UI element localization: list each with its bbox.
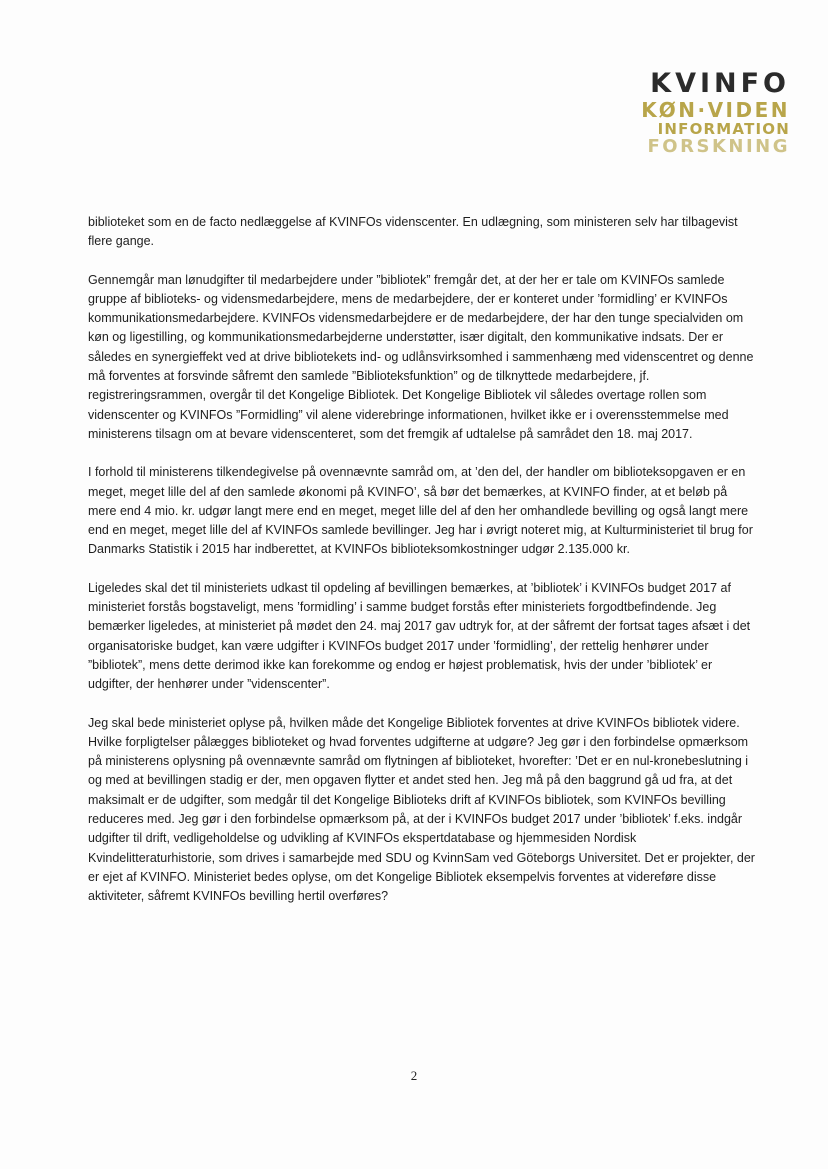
letter-body	[88, 213, 758, 926]
logo-line-information: INFORMATION	[657, 120, 790, 138]
paragraph-3: I forhold til ministerens tilkendegivelse på ovennævnte samråd om, at ’den del, der handler om biblioteksopgaven er en meget, meget lille del af den samlede økonomi på KVINFO’, så bør det bemærkes, at KVINFO finder, at et beløb på mere end 4 mio. kr. udgør langt mere end en meget, meget lille del af den her omhandlede bevilling og også langt mere end en meget, meget lille del af KVINFOs samlede bevillinger. Jeg har i øvrigt noteret mig, at Kulturministeriet til brug for Danmarks Statistik i 2015 har indberettet, at KVINFOs biblioteksomkostninger udgør 2.135.000 kr.	[88, 465, 753, 557]
logo-line-koen-viden: KØN·VIDEN	[641, 98, 790, 122]
paragraph-5: Jeg skal bede ministeriet oplyse på, hvilken måde det Kongelige Bibliotek forventes at drive KVINFOs bibliotek videre. Hvilke forpligtelser pålægges biblioteket og hvad forventes udgifterne at udgøre? Jeg gør i den forbindelse opmærksom på ministerens oplysning på ovennævnte samråd om flytningen af biblioteket, hvorefter: ’Det er en nul-kronebeslutning i og med at bevillingen stadig er der, men opgaven flytter et andet sted hen. Jeg må på den baggrund gå ud fra, at det maksimalt er de udgifter, som medgår til det Kongelige Biblioteks drift af KVINFOs bibliotek, som KVINFOs bevilling reduceres med. Jeg gør i den forbindelse opmærksom på, at der i KVINFOs budget 2017 under ’bibliotek’ f.eks. indgår udgifter til drift, vedligeholdelse og udvikling af KVINFOs ekspertdatabase og hjemmesiden Nordisk Kvindelitteraturhistorie, som drives i samarbejde med SDU og KvinnSam ved Göteborgs Universitet. Det er projekter, der er ejet af KVINFO. Ministeriet bedes oplyse, om det Kongelige Bibliotek eksempelvis forventes at videreføre disse aktiviteter, såfremt KVINFOs bevilling hertil overføres?	[88, 715, 755, 904]
paragraph-4: Ligeledes skal det til ministeriets udkast til opdeling af bevillingen bemærkes, at ’bibliotek’ i KVINFOs budget 2017 af ministeriet forstås bogstaveligt, mens ’formidling’ i samme budget forstås efter ministeriets forgodtbefindende. Jeg bemærker ligeledes, at ministeriet på mødet den 24. maj 2017 gav udtryk for, at der såfremt der fortsat tages afsæt i det organisatoriske budget, kan være udgifter i KVINFOs budget 2017 under ’formidling’, der rettelig henhører under ”bibliotek”, mens dette derimod ikke kan forekomme og endog er højest problematisk, hvis der under ’bibliotek’ er udgifter, der henhører under ”videnscenter”.	[88, 580, 751, 692]
paragraph-2: Gennemgår man lønudgifter til medarbejdere under ”bibliotek” fremgår det, at der her er tale om KVINFOs samlede gruppe af biblioteks- og vidensmedarbejdere, mens de medarbejdere, der er konteret under ’formidling’ er KVINFOs kommunikationsmedarbejdere. KVINFOs vidensmedarbejdere er de medarbejdere, der har den tunge specialviden om køn og ligestilling, og kommunikationsmedarbejderne understøtter, især digitalt, den kommunikative indsats. Der er således en synergieffekt ved at drive bibliotekets ind- og udlånsvirksomhed i sammenhæng med videnscentret og denne må forventes at forsvinde såfremt den samlede ”Biblioteksfunktion” og de tilknyttede medarbejdere, jf. registreringsrammen, overgår til det Kongelige Bibliotek. Det Kongelige Bibliotek vil således overtage rollen som videnscenter og KVINFOs ”Formidling” vil alene viderebringe informationen, hvilket ikke er i overensstemmelse med ministerens tilsagn om at bevare videnscenteret, som det fremgik af udtalelse på samrådet den 18. maj 2017.	[88, 272, 754, 441]
kvinfo-logo	[620, 70, 790, 156]
page-number: 2	[410, 1068, 418, 1083]
logo-line-kvinfo: KVINFO	[650, 68, 790, 99]
paragraph-1: biblioteket som en de facto nedlæggelse af KVINFOs videnscenter. En udlægning, som ministeren selv har tilbagevist flere gange.	[88, 215, 738, 249]
logo-line-forskning: FORSKNING	[647, 136, 790, 157]
